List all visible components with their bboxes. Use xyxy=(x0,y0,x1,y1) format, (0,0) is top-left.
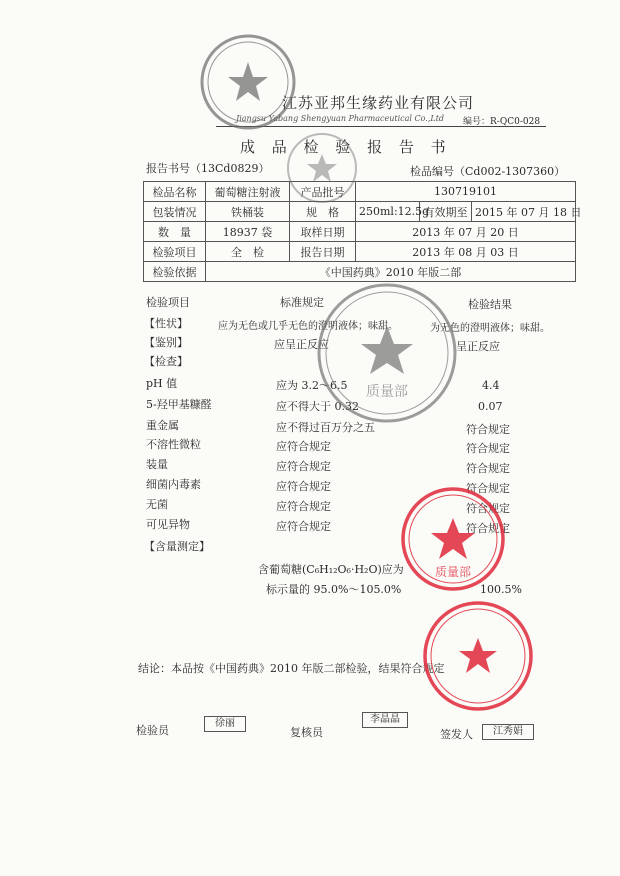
batch-value: 130719101 xyxy=(356,182,576,202)
table-row xyxy=(144,222,576,242)
spec-value: 250ml:12.5g xyxy=(356,202,420,222)
expiry-label: 有效期至 xyxy=(420,202,472,222)
seal-star-icon xyxy=(361,326,413,374)
check-item-standard: 应符合规定 xyxy=(276,460,331,473)
report-date-value: 2013 年 08 月 03 日 xyxy=(356,242,576,262)
section-identification: 【鉴别】 xyxy=(144,336,188,349)
check-item-standard: 应符合规定 xyxy=(276,440,331,453)
report-date-label: 报告日期 xyxy=(290,242,356,262)
check-item-result: 4.4 xyxy=(482,379,500,392)
section-character: 【性状】 xyxy=(144,317,188,330)
check-item-name: 5-羟甲基糠醛 xyxy=(146,398,212,411)
check-item-standard: 应符合规定 xyxy=(276,520,331,533)
seal-dept-text: 质量部 xyxy=(434,565,472,579)
check-item-result: 0.07 xyxy=(478,400,503,413)
basis-value: 《中国药典》2010 年版二部 xyxy=(206,262,576,282)
red-seal-quality xyxy=(398,484,508,594)
check-item-result: 符合规定 xyxy=(466,502,510,515)
check-item-result: 符合规定 xyxy=(466,522,510,535)
expiry-value: 2015 年 07 月 18 日 xyxy=(472,202,576,222)
check-item-result: 符合规定 xyxy=(466,462,510,475)
company-name-english: Jiangsu Yabang Shengyuan Pharmaceutical Co.,Ltd xyxy=(236,114,445,123)
approver-signature: 江秀娟 xyxy=(482,724,534,740)
report-number-label: 报告书号 xyxy=(146,162,190,175)
check-item-standard: 应不得大于 0.32 xyxy=(276,400,359,413)
identification-result: 呈正反应 xyxy=(456,340,500,353)
approver-label: 签发人 xyxy=(440,728,473,741)
reviewer-label: 复核员 xyxy=(290,726,323,739)
section-assay: 【含量测定】 xyxy=(144,540,210,553)
conclusion: 结论：本品按《中国药典》2010 年版二部检验，结果符合规定 xyxy=(138,662,445,675)
red-seal-distributor xyxy=(420,598,536,714)
company-name: 江苏亚邦生缘药业有限公司 xyxy=(282,94,475,112)
assay-description: 含葡萄糖(C₆H₁₂O₆·H₂O)应为 xyxy=(258,563,404,576)
distributor-seal-small xyxy=(284,130,360,206)
check-item-name: 无菌 xyxy=(146,498,168,511)
check-item-result: 符合规定 xyxy=(466,442,510,455)
results-header-standard: 标准规定 xyxy=(280,296,324,309)
check-item-name: 可见异物 xyxy=(146,518,190,531)
seal-dept-text: 质量部 xyxy=(366,384,408,400)
reviewer-signature: 李晶晶 xyxy=(362,712,408,728)
inspector-label: 检验员 xyxy=(136,724,169,737)
inspection-number-value: （Cd002-1307360） xyxy=(454,165,566,178)
check-item-name: 不溶性微粒 xyxy=(146,438,201,451)
quantity-value: 18937 袋 xyxy=(206,222,290,242)
check-item-standard: 应符合规定 xyxy=(276,480,331,493)
check-item-standard: 应符合规定 xyxy=(276,500,331,513)
company-seal xyxy=(198,32,298,132)
product-label: 检品名称 xyxy=(144,182,206,202)
character-result: 为无色的澄明液体；味甜。 xyxy=(430,323,550,334)
check-item-name: pH 值 xyxy=(146,377,178,390)
seal-star-icon xyxy=(228,62,268,101)
table-row xyxy=(144,242,576,262)
inspection-item-label: 检验项目 xyxy=(144,242,206,262)
document-number-value: R-QC0-028 xyxy=(490,117,541,127)
seal-star-icon xyxy=(431,518,475,559)
packaging-value: 铁桶装 xyxy=(206,202,290,222)
assay-result: 100.5% xyxy=(480,583,522,596)
report-number-value: （13Cd0829） xyxy=(190,162,270,175)
check-item-result: 符合规定 xyxy=(466,482,510,495)
inspection-number xyxy=(410,163,565,179)
section-check: 【检查】 xyxy=(144,355,188,368)
inspection-number-label: 检品编号 xyxy=(410,165,454,178)
packaging-label: 包装情况 xyxy=(144,202,206,222)
basis-label: 检验依据 xyxy=(144,262,206,282)
page-title: 成 品 检 验 报 告 书 xyxy=(240,138,452,156)
product-value: 葡萄糖注射液 xyxy=(206,182,290,202)
identification-standard: 应呈正反应 xyxy=(274,338,329,351)
results-header-item: 检验项目 xyxy=(146,296,190,309)
check-item-name: 重金属 xyxy=(146,419,179,432)
seal-star-icon xyxy=(459,638,497,673)
inspection-item-value: 全 检 xyxy=(206,242,290,262)
document-number-label: 编号： xyxy=(463,117,491,127)
distributor-seal xyxy=(312,278,462,428)
results-header-result: 检验结果 xyxy=(468,298,512,311)
quantity-label: 数 量 xyxy=(144,222,206,242)
inspector-signature: 徐丽 xyxy=(204,716,246,732)
check-item-name: 装量 xyxy=(146,458,168,471)
sample-date-label: 取样日期 xyxy=(290,222,356,242)
report-number xyxy=(146,160,269,176)
seal-star-icon xyxy=(307,154,337,182)
spec-label: 规 格 xyxy=(290,202,356,222)
check-item-name: 细菌内毒素 xyxy=(146,478,201,491)
check-item-standard: 应不得过百万分之五 xyxy=(276,421,375,434)
assay-standard: 标示量的 95.0%～105.0% xyxy=(266,583,402,596)
check-item-result: 符合规定 xyxy=(466,423,510,436)
character-standard: 应为无色或几乎无色的澄明液体；味甜。 xyxy=(218,321,398,332)
check-item-standard: 应为 3.2～6.5 xyxy=(276,379,348,392)
sample-date-value: 2013 年 07 月 20 日 xyxy=(356,222,576,242)
batch-label: 产品批号 xyxy=(290,182,356,202)
